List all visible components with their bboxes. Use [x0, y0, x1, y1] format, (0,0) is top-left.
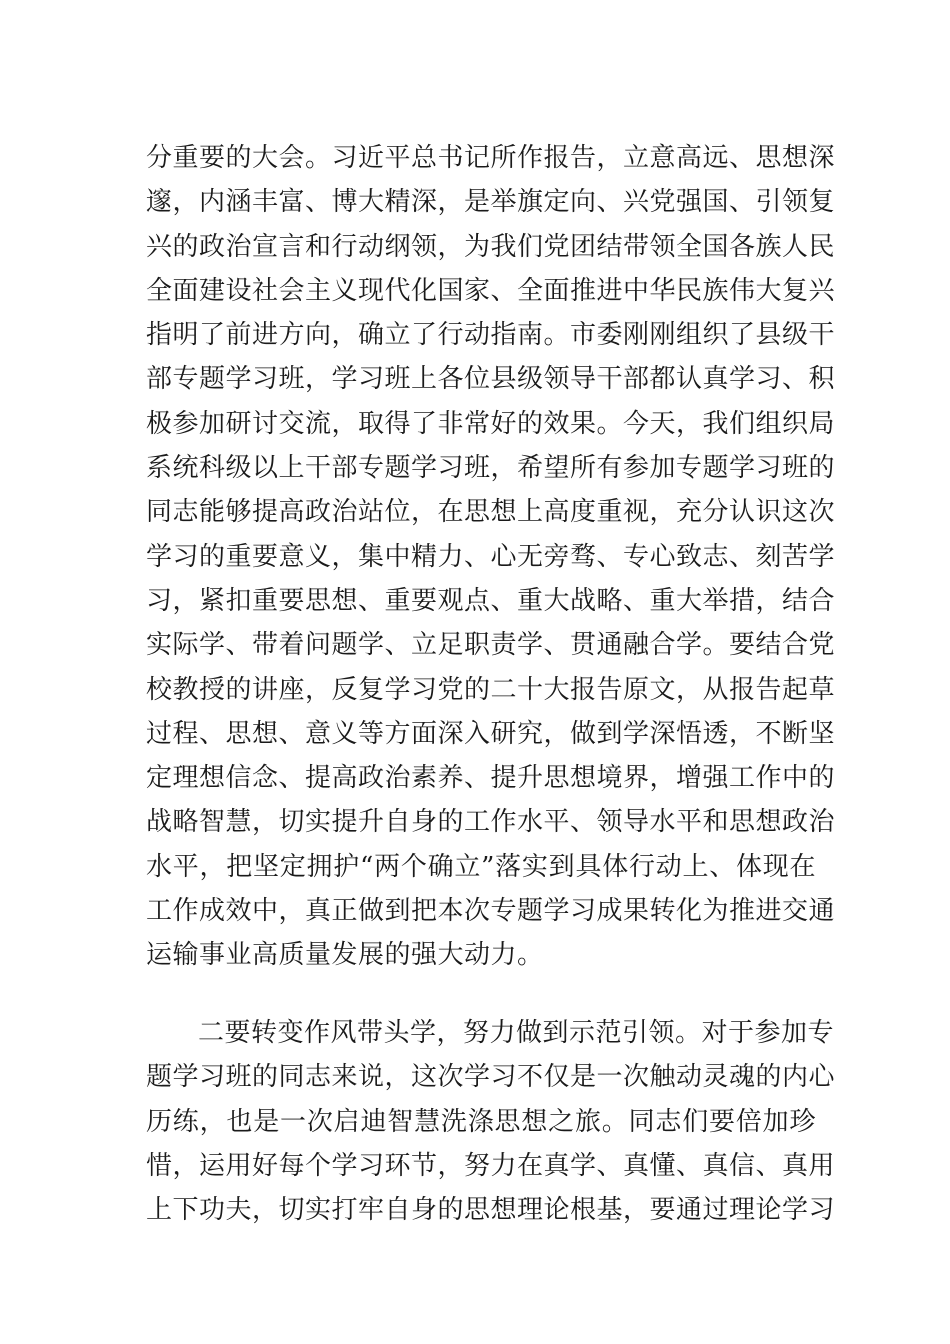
text-line: 校教授的讲座，反复学习党的二十大报告原文，从报告起草 [146, 674, 836, 705]
paragraph-1 [146, 136, 836, 978]
text-line: 邃，内涵丰富、博大精深，是举旗定向、兴党强国、引领复 [146, 187, 836, 218]
text-line: 部专题学习班，学习班上各位县级领导干部都认真学习、积 [146, 364, 836, 395]
text-line: 习，紧扣重要思想、重要观点、重大战略、重大举措，结合 [146, 585, 836, 616]
text-line: 惜，运用好每个学习环节，努力在真学、真懂、真信、真用 [146, 1150, 836, 1181]
text-line: 兴的政治宣言和行动纲领，为我们党团结带领全国各族人民 [146, 231, 836, 262]
text-line: 过程、思想、意义等方面深入研究，做到学深悟透，不断坚 [146, 718, 836, 749]
text-line: 历练，也是一次启迪智慧洗涤思想之旅。同志们要倍加珍 [146, 1106, 816, 1137]
text-line: 工作成效中，真正做到把本次专题学习成果转化为推进交通 [146, 896, 836, 927]
text-line: 全面建设社会主义现代化国家、全面推进中华民族伟大复兴 [146, 275, 836, 306]
text-line: 二要转变作风带头学，努力做到示范引领。对于参加专 [198, 1018, 835, 1048]
text-line: 系统科级以上干部专题学习班，希望所有参加专题学习班的 [146, 453, 836, 484]
text-line: 战略智慧，切实提升自身的工作水平、领导水平和思想政治 [146, 807, 836, 838]
text-line: 实际学、带着问题学、立足职责学、贯通融合学。要结合党 [146, 630, 836, 661]
text-line: 分重要的大会。习近平总书记所作报告，立意高远、思想深 [146, 143, 836, 173]
text-line: 水平，把坚定拥护“两个确立”落实到具体行动上、体现在 [146, 851, 816, 882]
text-line: 上下功夫，切实打牢自身的思想理论根基，要通过理论学习 [146, 1195, 836, 1226]
text-line: 指明了前进方向，确立了行动指南。市委刚刚组织了县级干 [146, 320, 836, 351]
text-line: 题学习班的同志来说，这次学习不仅是一次触动灵魂的内心 [146, 1062, 836, 1093]
paragraph-2 [146, 1011, 836, 1232]
text-line: 学习的重要意义，集中精力、心无旁骛、专心致志、刻苦学 [146, 541, 836, 572]
text-line: 定理想信念、提高政治素养、提升思想境界，增强工作中的 [146, 763, 836, 794]
text-line: 极参加研讨交流，取得了非常好的效果。今天，我们组织局 [146, 408, 836, 439]
text-line: 运输事业高质量发展的强大动力。 [146, 940, 544, 971]
text-line: 同志能够提高政治站位，在思想上高度重视，充分认识这次 [146, 497, 836, 528]
